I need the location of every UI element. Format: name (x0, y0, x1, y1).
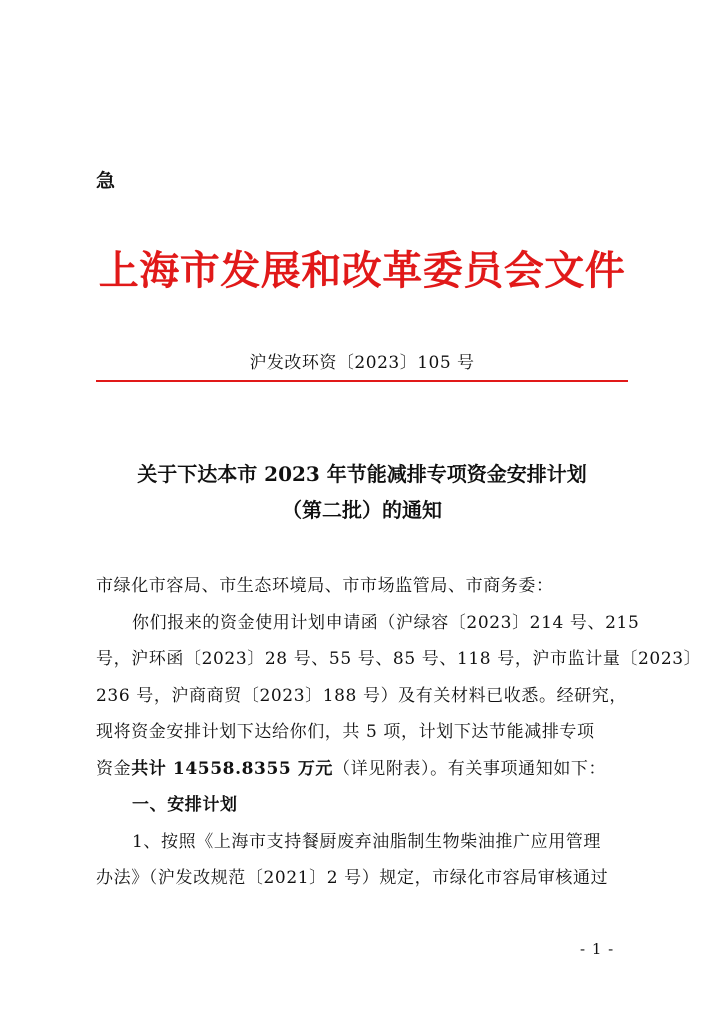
notice-title-line-1: 关于下达本市 2023 年节能减排专项资金安排计划 (137, 462, 587, 486)
paragraph-1-line-2: 号，沪环函〔2023〕28 号、55 号、85 号、118 号，沪市监计量〔2023〕 (96, 649, 702, 669)
addressees: 市绿化市容局、市生态环境局、市市场监管局、市商务委： (96, 576, 554, 596)
paragraph-1-line-5-prefix: 资金 (96, 758, 132, 779)
red-divider-line (96, 380, 628, 382)
document-number: 沪发改环资〔2023〕105 号 (249, 353, 475, 373)
urgency-mark: 急 (96, 170, 117, 192)
issuer-heading: 上海市发展和改革委员会文件 (98, 247, 626, 294)
paragraph-1-line-5 (96, 751, 628, 788)
section-1-heading: 一、安排计划 (132, 795, 238, 815)
paragraph-1-line-4: 现将资金安排计划下达给你们，共 5 项，计划下达节能减排专项 (96, 722, 595, 742)
total-amount: 共计 14558.8355 万元 (131, 758, 334, 779)
paragraph-2-line-2: 办法》（沪发改规范〔2021〕2 号）规定，市绿化市容局审核通过 (96, 868, 609, 888)
paragraph-1-line-1: 你们报来的资金使用计划申请函（沪绿容〔2023〕214 号、215 (132, 612, 640, 633)
notice-title (0, 456, 724, 528)
notice-title-line-2: （第二批）的通知 (282, 498, 442, 522)
page-number: - 1 - (580, 940, 615, 958)
paragraph-1-line-3: 236 号，沪商商贸〔2023〕188 号）及有关材料已收悉。经研究， (96, 685, 627, 706)
paragraph-1-line-5-suffix: （详见附表）。有关事项通知如下： (333, 758, 607, 779)
document-body (96, 568, 702, 897)
paragraph-2-line-1: 1、按照《上海市支持餐厨废弃油脂制生物柴油推广应用管理 (132, 831, 602, 852)
